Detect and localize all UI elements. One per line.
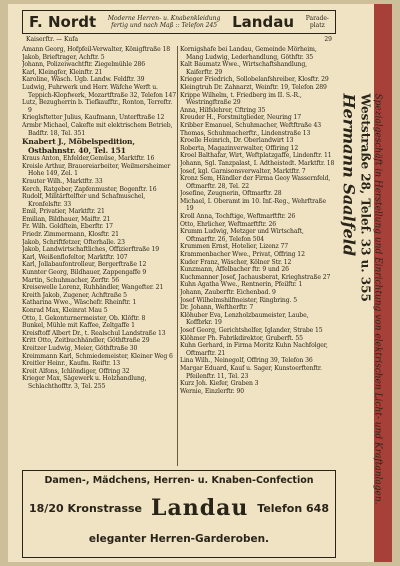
directory-entry: Bunkel, Mühle mit Kaffee, Zeltgaffe 1 [22,322,135,330]
bottom-ad-line-3: eleganter Herren-Garderoben. [88,533,270,545]
directory-entry: Kunzmann, Affelbacher ftr. 9 und 26 [180,266,289,274]
directory-entry: Kurz Joh. Kiefer, Graben 3 [180,380,259,388]
directory-entry: Kalt Baumatz Wwe., Wirtschaftshandlung, Kaiferftr. 29 [180,61,307,76]
directory-entry: Krieger Friedrich, Sollobelanfshreiber, Klosftr. 29 [180,76,329,84]
page-number: 29 [324,36,332,43]
directory-entry: Kornigshafe bei Landau, Gemeinde Mörheim, Mang Ludwig, Lederhandlung, Göthftr. 35 [180,46,317,61]
directory-entry: Konrad Max, Kleinrat Mau 5 [22,307,108,314]
directory-entry: Kreitler Heinr., Kaufm. Reiftr. 13 [22,360,121,368]
directory-entry: Ludwig, Fuhrwerk und Herr. Wäfche Werft u. Teppich-Klopfwerk, Mozartftraße 32, Telefon 147 [22,83,177,99]
bottom-ad-phone: Telefon 648 [257,501,329,515]
side-advertisement [338,40,384,558]
directory-entry: Kroelle Heinrich, Dr. Oberlandwirt 13 [180,137,294,145]
directory-columns [22,46,336,466]
bottom-ad-line-1: Damen-, Mädchens, Herren- u. Knaben-Confection [44,475,314,486]
directory-entry: Wernie, Einzlerftr. 90 [180,387,245,395]
directory-entry: Karl, Kleingfer, Kleinftr. 21 [22,68,103,76]
top-ad-location [306,15,329,29]
directory-entry: Krumm Ludwig, Metzger und Wirtschaft, Oftmarftr. 26, Telefon 504 [180,228,304,243]
side-ad-line-2: Weststraße 28, Telef. 33 u. 355 [358,93,373,302]
directory-entry: Kribber Emanuel, Schuhmacher, Weftftraße 43 [180,121,322,129]
top-ad-name: F. Nordt [29,13,97,31]
directory-entry: Josef Georg, Gerichtshelfer, Iglander, Strabe 15 [180,326,323,334]
right-column [180,46,335,466]
running-head-range: Kaiserftr. — Kufa [26,36,79,43]
directory-entry: Friedr. Zimmermann, Klosftr. 21 [22,231,119,239]
top-advertisement [22,10,336,34]
directory-entry: Josef Wilhelmshilfmeister, Ringbring. 5 [180,296,297,304]
top-ad-small-2: platz [309,22,325,29]
directory-entry: Kritt Otto, Zeitbuchhändler, Göthftraße 29 [22,337,150,345]
directory-entry: Krummen Ernst, Hotelier, Lizenz 77 [180,243,289,251]
directory-entry: Kreisle Arthur, Brauereiarbeiter, Weilmersheimer Hohe 149, Zel. 1 [22,162,171,178]
directory-entry: Krauter Wilh., Marktftr. 33 [22,177,103,185]
directory-entry: Kerch, Ratgeber, Zapfenmuster, Bogenftr. 16 [22,185,157,193]
directory-page [8,4,392,562]
directory-entry: Emilian, Bildhauer, Maiftr. 21 [22,215,111,223]
directory-entry: Emil, Privatier, Marktftr. 21 [22,208,105,216]
directory-entry: Jakob, Landwirtschaftliches, Offizierftraße 19 [22,246,160,254]
directory-entry: Margar Eduard, Kauf u. Sager, Kunstoerftenftr. Pfeilenftr. 11, Tel. 23 [180,364,322,380]
directory-entry: Kreit Alfons, Ichlöndiger, Offring 32 [22,367,130,375]
directory-entry: Karl, Weißenflofeltor, Marktftr. 107 [22,253,128,261]
directory-entry: Knabert J., Möbelspedition, Ostbahnstr. 40, Tel. 151 [22,137,135,156]
directory-entry: Fr. Wilh. Goldftein, Eberftr. 17 [22,223,113,231]
directory-entry: Krieger Max, Sägewerk u. Holzhandlung, Schlachthofftr. 3, Tel. 255 [22,375,147,390]
directory-entry: Johann, Polizeiwachtftr. Ziegelmühle 286 [22,61,146,69]
directory-entry: Karoline, Wäsch. Ugb. Landw. Feldftr. 39 [22,76,145,84]
top-ad-line-1: Moderne Herren- u. Knabenkleidung [107,15,221,22]
top-ad-city: Landau [232,13,295,31]
top-ad-small-1: Parade- [305,15,329,22]
directory-entry: Krieglsftetter Julius, Kaufmann, Unterftraße 12 [22,114,165,122]
top-ad-description [108,15,221,29]
side-ad-line-1: Spezialgeschäft in Herstellung und Einrichtung von elektrischen Licht- und Kraftanlagen. [372,93,383,505]
side-ad-line-3: Hermann Saalfeld [339,93,359,257]
directory-entry: Kuchmanner Josef, Jachausberat, Krieghstraße 27 [180,273,331,281]
directory-entry: Lutz, Bezugherrin b. Tiefkaufftr., Ronton, Terreftr. 9 [22,99,173,114]
directory-entry: Kroel Balthafar, Wirt, Weftplatzgaffe, Lindenftr. 11 [180,152,332,160]
directory-entry: Dr. Johann, Weftherftr. 7 [180,304,254,312]
directory-entry: Kunnter Georg, Bildhauer, Zappengaffe 9 [22,269,147,277]
directory-entry: Kreuder H., Forstmitglieder, Neuring 17 [180,114,302,122]
directory-entry: Jakob, Schriftfetzer, Ofterhalle. 23 [22,238,125,246]
directory-entry: Otto, Ehrlicher, Weftmarftftr. 26 [180,220,277,228]
directory-entry: Klöhuber Eva, Lenzholzbaumeister, Laube, Koffbrkr. 19 [180,311,309,327]
directory-entry: Kreisewelle Lorenz, Ruhhändler, Wangefter. 21 [22,284,164,292]
directory-entry: Johann, Zauberftr. Eichenbad. 9 [180,289,276,296]
directory-entry: Kreimmann Karl, Schmiedemeister, Kleiner Weg 6 [22,352,173,360]
directory-entry: Otto, I. Gekonturnermeister, Ob. Klöftr. 8 [22,314,146,322]
directory-entry: Martin, Schuhmacher, Zerftr. 56 [22,276,120,284]
directory-entry: Kuder Franz, Wäscher, Kölner Str. 12 [180,258,292,266]
directory-entry: Josefine, Zeugnerin, Oftmarftr. 28 [180,190,282,198]
directory-entry: Jakob, Brieftrager, Achftr. 5 [22,53,105,61]
side-ad-text [340,94,383,505]
left-column [22,46,178,466]
directory-entry: Rudolf, Militärftelfter und Schafmuschel, Kronfelsftr. 33 [22,193,146,208]
directory-entry: Anna, Hilfslehrer, Cftring 35 [180,106,266,114]
directory-entry: Krippe Wilhelm, t. Friedberg im II. S.-R., Westringftraße 29 [180,91,302,107]
directory-entry: Kuhn Gerhard, in Firma Moritz Kuhn Nachfolger, Oftmarftr. 21 [180,342,328,357]
directory-entry: Lina Wilh., Neinegolf, Offring 39, Telefon 36 [180,357,313,365]
directory-entry: Kreitzer Ludwig, Meier, Göthftraße 30 [22,344,138,352]
bottom-ad-address: 18/20 Kronstrasse [29,501,143,515]
bottom-ad-brand: Landau [150,495,249,521]
directory-entry: Krammenbacher Wwe., Privat, Offring 12 [180,251,305,259]
directory-entry: Johann, Sgl. Tanzpalast, I. Adtheistedt. Marktftr. 18 [180,159,335,167]
bottom-advertisement [22,470,336,558]
directory-entry: Amann Georg, Hofpfeil-Verwalter, Königftraße 18 [22,46,171,53]
directory-entry: Kreith Jakob, Zugener, Achftraße 5 [22,291,127,299]
directory-entry: Kraus Anton, Ehfelder,Gemüse, Marktftr. 16 [22,155,155,163]
directory-entry: Josef, kgl. Garnisonsverwalter, Marktftr. 7 [180,167,306,175]
directory-entry: Kronz Sem, Händler der Firma Geoy Wassernfeld, Oftmarftr. 28, Tel. 22 [180,175,331,190]
running-head [22,36,336,44]
directory-entry: Karl, Jollabaufontrolleur, Bergerftraße 12 [22,261,147,269]
directory-entry: Katharina Wwe., Wäschefr. Rheinftr. 1 [22,299,137,307]
directory-entry: Kreisftoff Albert Dr., t. Realschul Landstraße 13 [22,329,166,337]
directory-entry: Michael, I. Oberamt im 10. Inf.-Reg., Wehrftraße 19 [180,197,326,213]
top-ad-line-2: fertig und nach Maß :: Telefon 245 [111,22,218,29]
directory-entry: Klöhmer Ph. Fabrikdirektor, Gruberft. 55 [180,334,303,342]
directory-entry: Armbr Michael, Cakefte mit elektrischem Betrieb, Badftr. 18, Tel. 351 [22,121,173,137]
directory-entry: Roberta, Magazinverwalter, Offiring 12 [180,144,299,152]
directory-entry: Kroll Anna, Tochftige, Weftmarftftr. 26 [180,213,296,221]
bottom-ad-line-2 [29,495,329,521]
directory-entry: Thomas, Schuhmacherftr., Lindenstraße 13 [180,129,311,137]
directory-entry: Kleingtruh Dr. Zahnarzt, Weinftr. 19, Telefon 289 [180,83,327,91]
directory-entry: Kuhn Agatha Wwe., Rentnerin, Pfeilftr. 1 [180,281,303,289]
